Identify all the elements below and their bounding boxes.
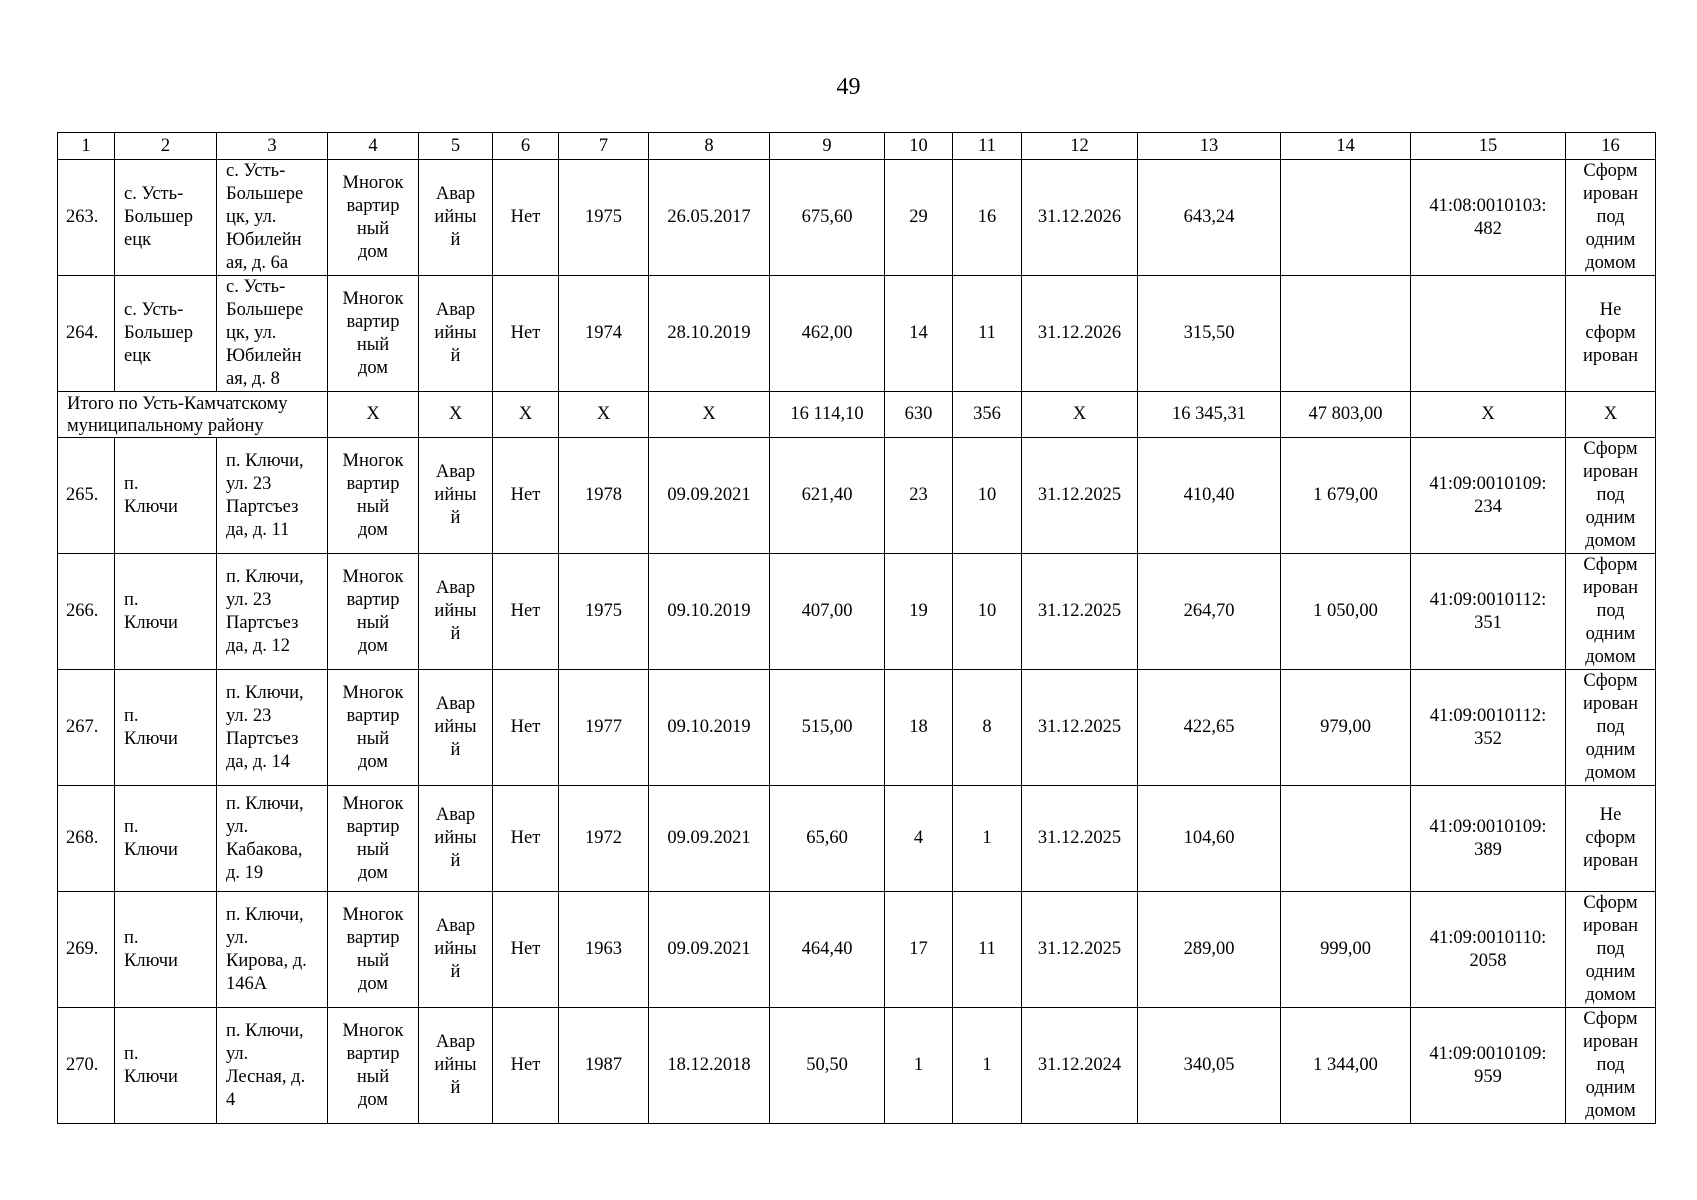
building-type-cell: Многок вартир ный дом <box>328 892 419 1008</box>
address-cell: п. Ключи, ул. 23 Партсъез да, д. 14 <box>217 670 328 786</box>
status-cell: Авар ийны й <box>419 554 493 670</box>
col13-cell: 104,60 <box>1138 786 1281 892</box>
table-row <box>58 554 1656 670</box>
row-number: 263. <box>58 160 115 276</box>
date-cell: 09.10.2019 <box>649 554 770 670</box>
col10-cell: 18 <box>885 670 953 786</box>
column-header: 13 <box>1138 133 1281 160</box>
area-cell: 462,00 <box>770 276 885 392</box>
col13-cell: 643,24 <box>1138 160 1281 276</box>
year-cell: 1963 <box>559 892 649 1008</box>
col6-cell: Нет <box>493 1008 559 1124</box>
address-cell: п. Ключи, ул. Лесная, д. 4 <box>217 1008 328 1124</box>
area-cell: 464,40 <box>770 892 885 1008</box>
settlement-cell: п. Ключи <box>115 670 217 786</box>
column-header: 7 <box>559 133 649 160</box>
col6-cell: Нет <box>493 786 559 892</box>
deadline-cell: 31.12.2026 <box>1022 276 1138 392</box>
col10-cell: 29 <box>885 160 953 276</box>
deadline-cell: 31.12.2024 <box>1022 1008 1138 1124</box>
total-cell: X <box>649 392 770 438</box>
column-header: 8 <box>649 133 770 160</box>
col14-cell: 1 050,00 <box>1281 554 1411 670</box>
status-cell: Авар ийны й <box>419 892 493 1008</box>
col11-cell: 16 <box>953 160 1022 276</box>
col13-cell: 264,70 <box>1138 554 1281 670</box>
column-header: 12 <box>1022 133 1138 160</box>
table-row <box>58 1008 1656 1124</box>
deadline-cell: 31.12.2026 <box>1022 160 1138 276</box>
date-cell: 18.12.2018 <box>649 1008 770 1124</box>
address-cell: с. Усть- Большере цк, ул. Юбилейн ая, д. 8 <box>217 276 328 392</box>
total-cell: X <box>419 392 493 438</box>
deadline-cell: 31.12.2025 <box>1022 670 1138 786</box>
status-cell: Авар ийны й <box>419 276 493 392</box>
area-cell: 675,60 <box>770 160 885 276</box>
col6-cell: Нет <box>493 276 559 392</box>
table-row <box>58 276 1656 392</box>
year-cell: 1977 <box>559 670 649 786</box>
land-status-cell: Не сформ ирован <box>1566 276 1656 392</box>
settlement-cell: с. Усть- Большер ецк <box>115 160 217 276</box>
settlement-cell: п. Ключи <box>115 554 217 670</box>
status-cell: Авар ийны й <box>419 786 493 892</box>
column-header: 14 <box>1281 133 1411 160</box>
cadastral-number-cell <box>1411 276 1566 392</box>
column-header: 4 <box>328 133 419 160</box>
page-number: 49 <box>836 74 861 100</box>
col6-cell: Нет <box>493 554 559 670</box>
col14-cell: 1 344,00 <box>1281 1008 1411 1124</box>
row-number: 269. <box>58 892 115 1008</box>
col11-cell: 10 <box>953 438 1022 554</box>
column-header: 5 <box>419 133 493 160</box>
table-row <box>58 670 1656 786</box>
total-cell: 16 114,10 <box>770 392 885 438</box>
status-cell: Авар ийны й <box>419 1008 493 1124</box>
total-label: Итого по Усть-Камчатскому муниципальному району <box>58 392 328 438</box>
col11-cell: 11 <box>953 276 1022 392</box>
row-number: 265. <box>58 438 115 554</box>
col11-cell: 11 <box>953 892 1022 1008</box>
deadline-cell: 31.12.2025 <box>1022 438 1138 554</box>
area-cell: 621,40 <box>770 438 885 554</box>
cadastral-number-cell: 41:09:0010110: 2058 <box>1411 892 1566 1008</box>
year-cell: 1978 <box>559 438 649 554</box>
settlement-cell: п. Ключи <box>115 438 217 554</box>
total-row <box>58 392 1656 438</box>
year-cell: 1972 <box>559 786 649 892</box>
address-cell: п. Ключи, ул. Кирова, д. 146А <box>217 892 328 1008</box>
col10-cell: 14 <box>885 276 953 392</box>
total-cell: 356 <box>953 392 1022 438</box>
settlement-cell: п. Ключи <box>115 1008 217 1124</box>
total-cell: 16 345,31 <box>1138 392 1281 438</box>
building-type-cell: Многок вартир ный дом <box>328 1008 419 1124</box>
land-status-cell: Сформ ирован под одним домом <box>1566 892 1656 1008</box>
col11-cell: 8 <box>953 670 1022 786</box>
year-cell: 1975 <box>559 554 649 670</box>
address-cell: п. Ключи, ул. Кабакова, д. 19 <box>217 786 328 892</box>
col6-cell: Нет <box>493 892 559 1008</box>
total-cell: X <box>493 392 559 438</box>
building-type-cell: Многок вартир ный дом <box>328 786 419 892</box>
year-cell: 1987 <box>559 1008 649 1124</box>
cadastral-number-cell: 41:09:0010109: 959 <box>1411 1008 1566 1124</box>
status-cell: Авар ийны й <box>419 438 493 554</box>
column-header: 10 <box>885 133 953 160</box>
address-cell: п. Ключи, ул. 23 Партсъез да, д. 12 <box>217 554 328 670</box>
date-cell: 09.10.2019 <box>649 670 770 786</box>
col14-cell: 1 679,00 <box>1281 438 1411 554</box>
col11-cell: 10 <box>953 554 1022 670</box>
col10-cell: 17 <box>885 892 953 1008</box>
building-type-cell: Многок вартир ный дом <box>328 670 419 786</box>
row-number: 268. <box>58 786 115 892</box>
column-header: 9 <box>770 133 885 160</box>
table-row <box>58 892 1656 1008</box>
date-cell: 09.09.2021 <box>649 892 770 1008</box>
total-cell: X <box>559 392 649 438</box>
area-cell: 50,50 <box>770 1008 885 1124</box>
col6-cell: Нет <box>493 438 559 554</box>
col6-cell: Нет <box>493 160 559 276</box>
land-status-cell: Сформ ирован под одним домом <box>1566 554 1656 670</box>
column-header: 15 <box>1411 133 1566 160</box>
col13-cell: 422,65 <box>1138 670 1281 786</box>
area-cell: 407,00 <box>770 554 885 670</box>
cadastral-number-cell: 41:08:0010103: 482 <box>1411 160 1566 276</box>
col14-cell: 979,00 <box>1281 670 1411 786</box>
table-row <box>58 160 1656 276</box>
date-cell: 26.05.2017 <box>649 160 770 276</box>
col13-cell: 410,40 <box>1138 438 1281 554</box>
total-cell: X <box>1411 392 1566 438</box>
building-type-cell: Многок вартир ный дом <box>328 438 419 554</box>
cadastral-number-cell: 41:09:0010112: 351 <box>1411 554 1566 670</box>
col14-cell <box>1281 786 1411 892</box>
address-cell: п. Ключи, ул. 23 Партсъез да, д. 11 <box>217 438 328 554</box>
col10-cell: 1 <box>885 1008 953 1124</box>
row-number: 264. <box>58 276 115 392</box>
col10-cell: 4 <box>885 786 953 892</box>
date-cell: 28.10.2019 <box>649 276 770 392</box>
building-type-cell: Многок вартир ный дом <box>328 276 419 392</box>
column-header: 2 <box>115 133 217 160</box>
land-status-cell: Не сформ ирован <box>1566 786 1656 892</box>
area-cell: 515,00 <box>770 670 885 786</box>
deadline-cell: 31.12.2025 <box>1022 892 1138 1008</box>
col6-cell: Нет <box>493 670 559 786</box>
total-cell: X <box>1566 392 1656 438</box>
column-header: 3 <box>217 133 328 160</box>
total-cell: 630 <box>885 392 953 438</box>
land-status-cell: Сформ ирован под одним домом <box>1566 1008 1656 1124</box>
column-header: 16 <box>1566 133 1656 160</box>
housing-table <box>57 132 1656 1124</box>
land-status-cell: Сформ ирован под одним домом <box>1566 160 1656 276</box>
column-header: 1 <box>58 133 115 160</box>
col13-cell: 315,50 <box>1138 276 1281 392</box>
land-status-cell: Сформ ирован под одним домом <box>1566 438 1656 554</box>
deadline-cell: 31.12.2025 <box>1022 554 1138 670</box>
cadastral-number-cell: 41:09:0010109: 389 <box>1411 786 1566 892</box>
address-cell: с. Усть- Большере цк, ул. Юбилейн ая, д. 6а <box>217 160 328 276</box>
cadastral-number-cell: 41:09:0010112: 352 <box>1411 670 1566 786</box>
col14-cell: 999,00 <box>1281 892 1411 1008</box>
total-cell: X <box>328 392 419 438</box>
area-cell: 65,60 <box>770 786 885 892</box>
date-cell: 09.09.2021 <box>649 786 770 892</box>
col10-cell: 23 <box>885 438 953 554</box>
table-row <box>58 786 1656 892</box>
col14-cell <box>1281 160 1411 276</box>
col14-cell <box>1281 276 1411 392</box>
settlement-cell: п. Ключи <box>115 892 217 1008</box>
row-number: 270. <box>58 1008 115 1124</box>
row-number: 266. <box>58 554 115 670</box>
column-header: 11 <box>953 133 1022 160</box>
year-cell: 1974 <box>559 276 649 392</box>
land-status-cell: Сформ ирован под одним домом <box>1566 670 1656 786</box>
year-cell: 1975 <box>559 160 649 276</box>
col11-cell: 1 <box>953 1008 1022 1124</box>
building-type-cell: Многок вартир ный дом <box>328 554 419 670</box>
date-cell: 09.09.2021 <box>649 438 770 554</box>
total-cell: X <box>1022 392 1138 438</box>
header-row <box>58 133 1656 160</box>
col10-cell: 19 <box>885 554 953 670</box>
row-number: 267. <box>58 670 115 786</box>
deadline-cell: 31.12.2025 <box>1022 786 1138 892</box>
table-row <box>58 438 1656 554</box>
settlement-cell: с. Усть- Большер ецк <box>115 276 217 392</box>
col13-cell: 289,00 <box>1138 892 1281 1008</box>
settlement-cell: п. Ключи <box>115 786 217 892</box>
col11-cell: 1 <box>953 786 1022 892</box>
total-cell: 47 803,00 <box>1281 392 1411 438</box>
status-cell: Авар ийны й <box>419 160 493 276</box>
col13-cell: 340,05 <box>1138 1008 1281 1124</box>
building-type-cell: Многок вартир ный дом <box>328 160 419 276</box>
cadastral-number-cell: 41:09:0010109: 234 <box>1411 438 1566 554</box>
column-header: 6 <box>493 133 559 160</box>
status-cell: Авар ийны й <box>419 670 493 786</box>
